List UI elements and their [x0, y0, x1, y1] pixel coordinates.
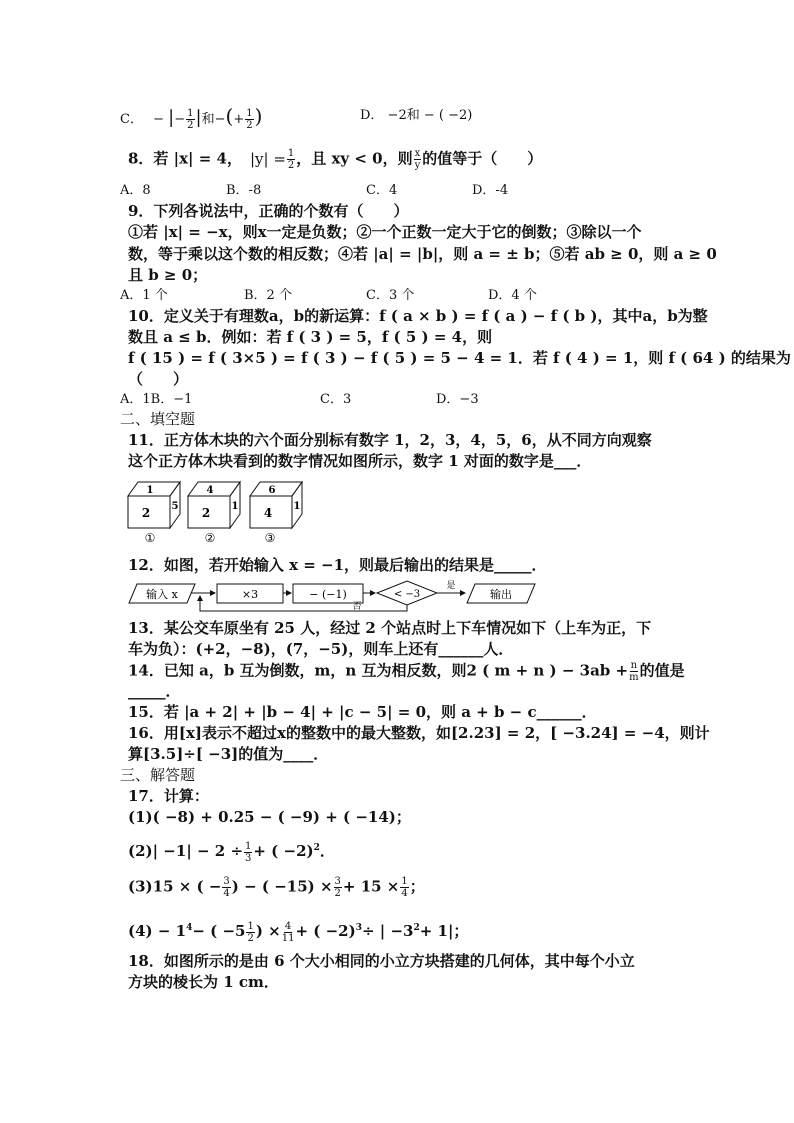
cube-figure	[120, 476, 320, 546]
flow-condition-diamond	[377, 581, 437, 605]
flow-multiply-label: ×3	[241, 588, 259, 601]
flowchart	[125, 578, 555, 614]
flow-input-box	[129, 584, 195, 603]
q11-line-1: 11．正方体木块的六个面分别标有数字 1，2，3，4，5，6，从不同方向观察	[128, 431, 652, 449]
q16-line-1: 16．用[x]表示不超过x的整数中的最大整数，如[2.23] = 2，[ −3.24] = −4，则计	[128, 724, 710, 742]
cube-2-front: 2	[201, 506, 211, 520]
q8-stem: 8．若 |x| = 4， |y| = $\frac{1}{2}$ ，且 xy < 0，则 $\frac{x}{y}$ 的值等于（ ）	[128, 148, 543, 171]
flow-input-label: 输入 x	[146, 588, 178, 601]
q7-option-c-label: C．	[120, 112, 143, 127]
cube-1-front: 2	[141, 506, 151, 520]
q13-line-2: 车为负）：(+2，−8)，(7，−5)，则车上还有______人．	[128, 640, 514, 658]
q10-line-2: 数且 a ≤ b．例如：若 f ( 3 ) = 5，f ( 5 ) = 4，则	[128, 328, 493, 346]
q16-line-2: 算[3.5]÷[ −3]的值为____．	[128, 745, 329, 763]
q9-stem: 9．下列各说法中，正确的个数有（ ）	[128, 202, 409, 220]
cube-2-label: ②	[204, 531, 216, 545]
q10-option-ab: A．1B．−1	[120, 392, 193, 407]
q9-line-3: 且 b ≥ 0；	[128, 266, 208, 284]
q12-line-1: 12．如图，若开始输入 x = −1，则最后输出的结果是_____．	[128, 556, 547, 574]
q17-part-4: $(4) - 1^4-$ ( −5 $\frac{1}{2}$ ) × $\frac{4}{11}$ + ( −2)$^3$÷ | $-3^2+ 1|$；	[128, 920, 469, 944]
q17-part-1: (1)( −8) + 0.25 − ( −9) + ( −14)；	[128, 808, 411, 826]
flow-output-box	[467, 584, 535, 603]
q11-line-2: 这个正方体木块看到的数字情况如图所示，数字 1 对面的数字是___．	[128, 452, 592, 470]
q17-part-2: (2)| −1| − 2 ÷ $\frac{1}{3}$ + ( −2)$^2$．	[128, 840, 335, 864]
flow-subtract-box	[293, 584, 363, 603]
cube-3-label: ③	[264, 531, 276, 545]
q8-option-c: C．4	[366, 183, 398, 198]
q8-option-d: D．-4	[472, 183, 509, 198]
q8-option-a: A．8	[120, 183, 151, 198]
cube-1	[128, 482, 180, 545]
q10-line-3: f ( 15 ) = f ( 3×5 ) = f ( 3 ) − f ( 5 ) = 5 − 4 = 1．若 f ( 4 ) = 1，则 f ( 64 ) 的结果为	[128, 349, 791, 367]
flow-subtract-label: − (−1)	[309, 588, 347, 601]
q18-line-1: 18．如图所示的是由 6 个大小相同的小立方块搭建的几何体，其中每个小立	[128, 952, 635, 970]
cube-2-side: 1	[231, 501, 239, 512]
cube-1-side: 5	[171, 501, 179, 512]
q7-options: C． − |− $\frac{1}{2}$ |和−(+ $\frac{1}{2}$ ) D． −2和 − ( −2)	[120, 104, 473, 131]
q10-option-c: C．3	[320, 392, 352, 407]
q17-stem: 17．计算：	[128, 787, 209, 805]
q9-option-a: A．1 个	[120, 288, 168, 303]
q10-line-1: 10．定义关于有理数a，b的新运算：f ( a × b ) = f ( a ) − f ( b )，其中a，b为整	[128, 307, 708, 325]
q14-line-1: 14．已知 a，b 互为倒数，m，n 互为相反数，则2 ( m + n ) − 3ab + $\frac{n}{m}$ 的值是	[128, 660, 685, 683]
q10-line-4: （ ）	[128, 370, 189, 388]
cube-1-label: ①	[144, 531, 156, 545]
cube-3-top: 6	[268, 485, 276, 496]
cube-1-top: 1	[146, 485, 154, 496]
q7-fraction: $\frac{1}{2}$	[187, 108, 194, 131]
q8-option-b: B．-8	[226, 183, 262, 198]
q18-line-2: 方块的棱长为 1 cm．	[128, 973, 279, 991]
q9-line-2: 数，等于乘以这个数的相反数；④若 |a| = |b|，则 a = ± b；⑤若 ab ≥ 0，则 a ≥ 0	[128, 245, 717, 263]
q15-line-1: 15．若 |a + 2| + |b − 4| + |c − 5| = 0，则 a + b − c______．	[128, 703, 597, 721]
flow-no-label: 否	[352, 602, 362, 612]
q9-option-b: B．2 个	[244, 288, 292, 303]
cube-2-top: 4	[206, 485, 214, 496]
flow-output-label: 输出	[490, 588, 512, 601]
q9-option-c: C．3 个	[366, 288, 415, 303]
cube-2	[188, 482, 240, 545]
section-heading-answer: 三、解答题	[120, 766, 196, 784]
flow-yes-label: 是	[446, 581, 456, 591]
q9-option-d: D．4 个	[488, 288, 537, 303]
q13-line-1: 13．某公交车原坐有 25 人，经过 2 个站点时上下车情况如下（上车为正，下	[128, 619, 652, 637]
q9-line-1: ①若 |x| = −x，则x一定是负数；②一个正数一定大于它的倒数；③除以一个	[128, 223, 642, 241]
cube-3-side: 1	[293, 501, 301, 512]
q14-line-2: _____．	[128, 682, 181, 700]
q7-option-d: D． −2和 − ( −2)	[360, 108, 473, 123]
cube-3	[250, 482, 302, 545]
flow-multiply-box	[217, 584, 283, 603]
q17-part-3: (3)15 × ( − $\frac{3}{4}$ ) − ( −15) × $\frac{3}{2}$ + 15 × $\frac{1}{4}$ ；	[128, 876, 425, 899]
cube-3-front: 4	[263, 506, 273, 520]
section-heading-fill-in: 二、填空题	[120, 410, 196, 428]
q10-option-d: D．−3	[436, 392, 479, 407]
flow-condition-label: < −3	[393, 589, 421, 600]
